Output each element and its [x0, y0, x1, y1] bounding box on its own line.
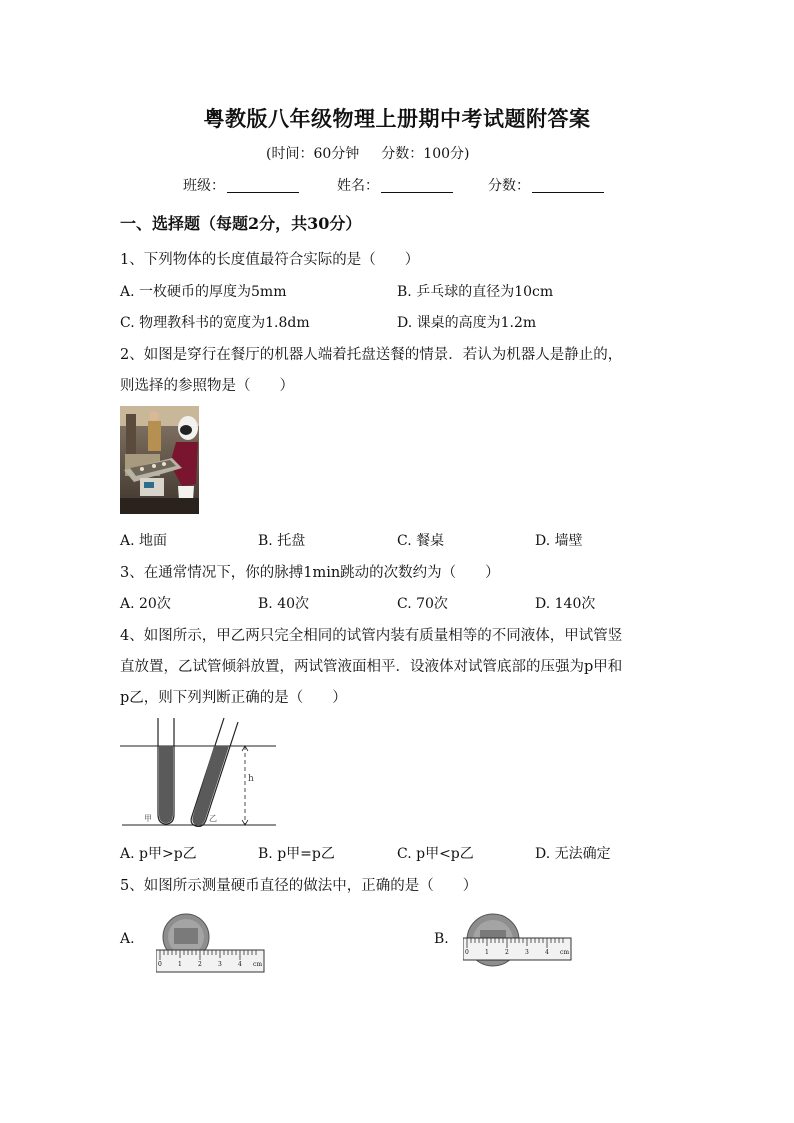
option-b: B. p甲=p乙: [258, 846, 335, 862]
ruler-tick-label: 1: [485, 949, 489, 956]
coin-ruler-figure-b: [463, 910, 573, 976]
coin-ruler-figure-a: [156, 912, 266, 978]
question-stem: 3、在通常情况下，你的脉搏1min跳动的次数约为（ ）: [120, 565, 500, 581]
ruler-unit-label: cm: [560, 949, 570, 956]
option-d: D. 无法确定: [535, 846, 611, 862]
name-blank[interactable]: [381, 178, 453, 193]
ruler-unit-label: cm: [253, 961, 263, 968]
name-field: [337, 175, 453, 195]
ruler-tick-label: 0: [465, 949, 469, 956]
option-d: D. 140次: [535, 596, 596, 612]
option-b: B. 托盘: [258, 533, 306, 549]
section-heading: 一、选择题（每题2分，共30分）: [120, 214, 362, 233]
question-stem-continued: p乙，则下列判断正确的是（ ）: [120, 690, 347, 706]
class-label: 班级：: [183, 178, 225, 194]
option-c: C. 餐桌: [397, 533, 445, 549]
score-field: [488, 175, 604, 195]
robot-waiter-photo: [120, 406, 199, 514]
ruler-tick-label: 3: [218, 961, 222, 968]
option-a: A. 20次: [120, 596, 171, 612]
score-blank[interactable]: [532, 178, 604, 193]
class-blank[interactable]: [227, 178, 299, 193]
question-stem: 5、如图所示测量硬币直径的做法中，正确的是（ ）: [120, 878, 478, 894]
question-stem: 1、下列物体的长度值最符合实际的是（ ）: [120, 252, 420, 268]
ruler-tick-label: 1: [178, 961, 182, 968]
ruler-tick-label: 4: [545, 949, 549, 956]
option-d: D. 墙壁: [535, 533, 583, 549]
exam-total-score: 分数：100分): [381, 146, 470, 162]
option-a: A. p甲>p乙: [120, 846, 197, 862]
ruler-tick-label: 2: [505, 949, 509, 956]
option-a: A. 一枚硬币的厚度为5mm: [120, 284, 287, 300]
question-stem-continued: 则选择的参照物是（ ）: [120, 378, 294, 394]
option-a: A. 地面: [120, 533, 168, 549]
option-b: B. 乒乓球的直径为10cm: [397, 284, 554, 300]
option-b: B.: [434, 931, 449, 947]
question-stem: 2、如图是穿行在餐厅的机器人端着托盘送餐的情景．若认为机器人是静止的，: [120, 347, 623, 363]
question-stem-continued: 直放置，乙试管倾斜放置，两试管液面相平．设液体对试管底部的压强为p甲和: [120, 659, 623, 675]
option-a: A.: [120, 931, 135, 947]
test-tubes-figure: [120, 716, 280, 832]
tube-a-label: 甲: [144, 814, 152, 823]
question-stem: 4、如图所示，甲乙两只完全相同的试管内装有质量相等的不同液体，甲试管竖: [120, 628, 623, 644]
class-field: [183, 175, 299, 195]
tube-b-label: 乙: [209, 814, 217, 823]
ruler-tick-label: 2: [198, 961, 202, 968]
page-title: 粤教版八年级物理上册期中考试题附答案: [203, 106, 591, 131]
option-c: C. 70次: [397, 596, 448, 612]
ruler-tick-label: 0: [158, 961, 162, 968]
ruler-tick-label: 3: [525, 949, 529, 956]
ruler-tick-label: 4: [238, 961, 242, 968]
option-d: D. 课桌的高度为1.2m: [397, 315, 537, 331]
option-b: B. 40次: [258, 596, 310, 612]
height-label: h: [248, 774, 254, 784]
exam-subtitle: [266, 143, 469, 163]
name-label: 姓名：: [337, 178, 379, 194]
option-c: C. p甲<p乙: [397, 846, 474, 862]
option-c: C. 物理教科书的宽度为1.8dm: [120, 315, 310, 331]
score-label: 分数：: [488, 178, 530, 194]
exam-time: (时间：60分钟: [266, 146, 360, 162]
